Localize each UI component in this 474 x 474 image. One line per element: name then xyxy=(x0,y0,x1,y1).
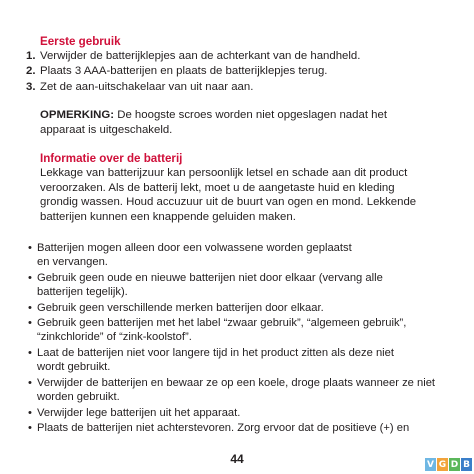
list-item xyxy=(28,301,435,315)
page-number: 44 xyxy=(230,452,244,466)
note-paragraph xyxy=(40,108,440,137)
list-item xyxy=(28,421,435,435)
battery-info-heading: Informatie over de batterij xyxy=(40,152,183,165)
first-use-heading: Eerste gebruik xyxy=(40,35,121,48)
step-text: Zet de aan-uitschakelaar van uit naar aan. xyxy=(40,80,254,93)
list-item-text: Laat de batterijen niet voor langere tijd in het product zitten als deze niet xyxy=(37,346,394,359)
watermark-letter: D xyxy=(450,459,459,470)
list-item xyxy=(28,241,435,269)
first-use-steps xyxy=(26,49,360,95)
note-line: apparaat is uitgeschakeld. xyxy=(40,123,173,136)
note-text: De hoogste scroes worden niet opgeslagen nadat het xyxy=(114,109,387,121)
paragraph-line: batterijen kunnen een knappende geluiden maken. xyxy=(40,210,296,223)
watermark-letter: V xyxy=(425,458,436,471)
list-item xyxy=(28,316,435,344)
bullet-icon: • xyxy=(28,422,32,435)
list-item-text: Plaats de batterijen niet achterstevoren. Zorg ervoor dat de positieve (+) en xyxy=(37,422,410,435)
bullet-icon: • xyxy=(28,301,32,314)
list-item-text: Gebruik geen oude en nieuwe batterijen niet door elkaar (vervang alle xyxy=(37,271,383,284)
step-number: 1. xyxy=(26,50,36,62)
bullet-icon: • xyxy=(28,346,32,359)
step-item xyxy=(26,64,360,79)
battery-info-paragraph xyxy=(40,166,440,224)
step-item xyxy=(26,49,360,64)
list-item xyxy=(28,271,435,299)
list-item-text: Verwijder de batterijen en bewaar ze op een koele, droge plaats wanneer ze niet xyxy=(37,376,436,389)
watermark-letter: G xyxy=(438,459,447,470)
list-item-text: “zinkchloride” of “zink-koolstof”. xyxy=(37,331,192,344)
list-item xyxy=(28,376,435,404)
list-item-text: wordt gebruikt. xyxy=(37,361,111,374)
note-label: OPMERKING: xyxy=(40,109,115,121)
step-text: Verwijder de batterijklepjes aan de achterkant van de handheld. xyxy=(40,50,361,62)
paragraph-line: veroorzaken. Als de batterij lekt, moet u de aangetaste huid en kleding xyxy=(40,181,395,194)
list-item-text: Verwijder lege batterijen uit het apparaat. xyxy=(37,406,241,419)
list-item-text: worden gebruikt. xyxy=(37,390,120,403)
bullet-icon: • xyxy=(28,242,32,254)
list-item-text: Gebruik geen verschillende merken batterijen door elkaar. xyxy=(37,301,324,314)
list-item-text: batterijen tegelijk). xyxy=(37,286,128,298)
watermark-letter: B xyxy=(461,458,472,471)
list-item-text: Gebruik geen batterijen met het label “zwaar gebruik”, “algemeen gebruik”, xyxy=(37,317,407,330)
list-item-text: Batterijen mogen alleen door een volwassene worden geplaatst xyxy=(37,242,352,254)
paragraph-line: grondig wassen. Houd accuzuur uit de buurt van ogen en mond. Lekkende xyxy=(40,196,417,209)
vgdb-watermark-logo xyxy=(425,458,472,471)
bullet-icon: • xyxy=(28,271,32,284)
list-item-text: en vervangen. xyxy=(37,256,108,269)
note-line xyxy=(40,108,440,123)
step-number: 2. xyxy=(26,65,36,78)
step-text: Plaats 3 AAA-batterijen en plaats de batterijklepjes terug. xyxy=(40,65,328,78)
step-number: 3. xyxy=(26,80,36,93)
battery-warnings-list xyxy=(28,241,435,437)
bullet-icon: • xyxy=(28,376,32,389)
step-item xyxy=(26,80,360,95)
bullet-icon: • xyxy=(28,317,32,330)
list-item xyxy=(28,346,435,374)
bullet-icon: • xyxy=(28,406,32,419)
list-item xyxy=(28,406,435,420)
paragraph-line: Lekkage van batterijzuur kan persoonlijk letsel en schade aan dit product xyxy=(40,167,408,179)
